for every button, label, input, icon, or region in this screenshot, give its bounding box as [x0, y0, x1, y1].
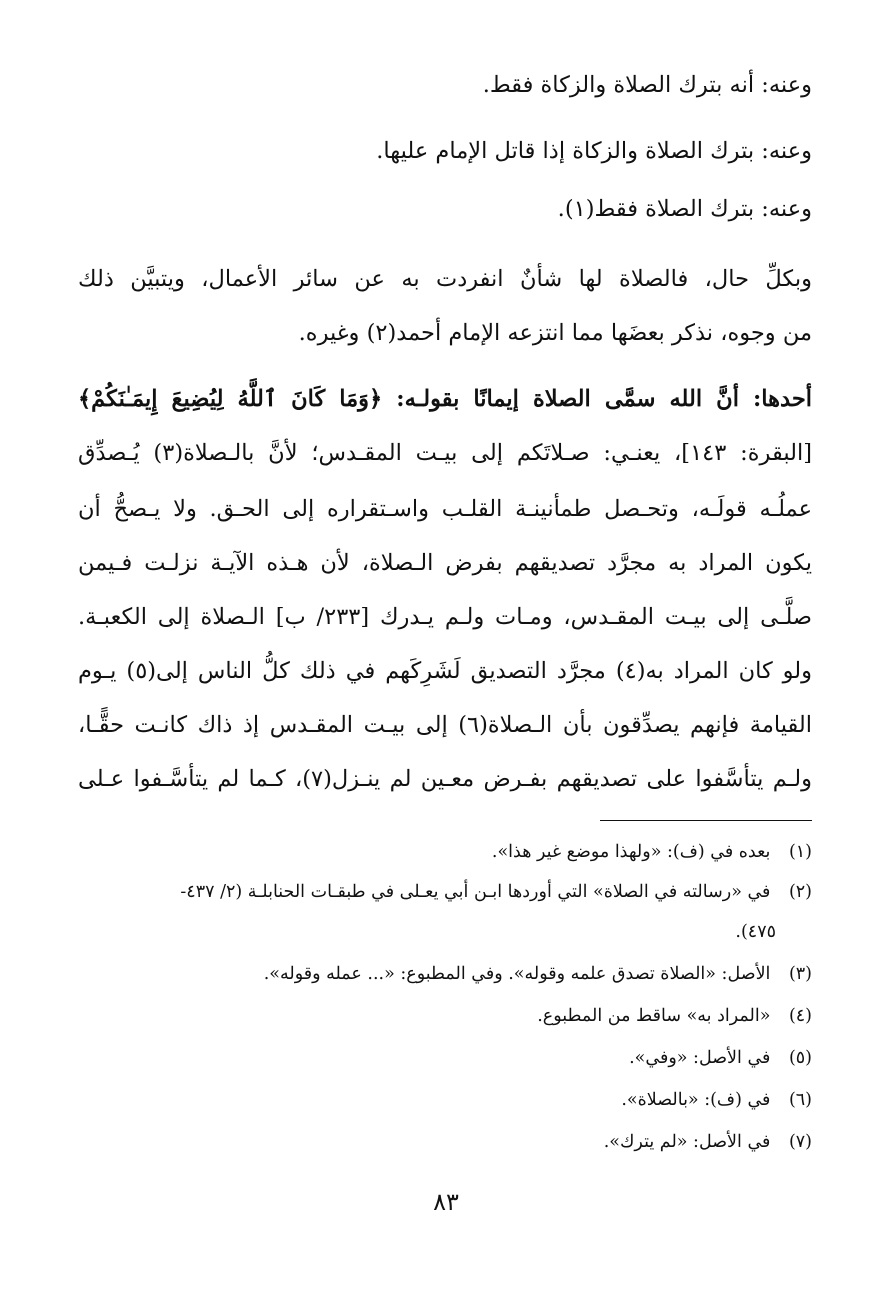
body-line-10: صلَّـى إلى بيـت المقـدس، ومـات ولـم يـدرك [٢٣٣/ ب] الـصلاة إلى الكعبـة. — [78, 604, 812, 630]
body-line-13: ولـم يتأسَّفوا على تصديقهم بفـرض معـين لم ينـزل(٧)، كـما لم يتأسَّـفوا عـلى — [78, 766, 812, 792]
footnote-2-continuation: ٤٧٥). — [735, 922, 776, 942]
body-line-8: عملُـه قولَـه، وتحـصل طمأنينـة القلـب واسـتقراره إلى الحـق. ولا يـصحُّ أن — [78, 496, 812, 522]
footnote-5 — [78, 1048, 812, 1068]
body-line-4: وبكلِّ حال، فالصلاة لها شأنٌ انفردت به عن سائر الأعمال، ويتبيَّن ذلك — [78, 266, 812, 292]
footnote-number: (٤) — [788, 1006, 812, 1026]
body-line-7: [البقرة: ١٤٣]، يعنـي: صـلاتَكم إلى بيـت المقـدس؛ لأنَّ بالـصلاة(٣) يُـصدِّق — [78, 440, 812, 466]
body-line-6: أحدها: أنَّ الله سمَّى الصلاة إيمانًا بقولـه: ﴿وَمَا كَانَ ٱللَّهُ لِيُضِيعَ إِيمَـٰنَكُمْ﴾ — [78, 386, 812, 412]
body-line-2: وعنه: بترك الصلاة والزكاة إذا قاتل الإمام عليها. — [376, 138, 812, 164]
footnote-3 — [78, 964, 812, 984]
footnote-text: في الأصل: «وفي». — [629, 1048, 771, 1068]
body-line-12: القيامة فإنهم يصدِّقون بأن الـصلاة(٦) إلى بيـت المقـدس إذ ذاك كانـت حقًّـا، — [78, 712, 813, 738]
footnote-number: (١) — [788, 842, 812, 862]
body-line-5: من وجوه، نذكر بعضَها مما انتزعه الإمام أحمد(٢) وغيره. — [298, 320, 812, 346]
footnote-7 — [78, 1132, 812, 1152]
footnote-text: الأصل: «الصلاة تصدق علمه وقوله». وفي المطبوع: «... عمله وقوله». — [263, 964, 771, 984]
footnote-number: (٥) — [788, 1048, 812, 1068]
body-line-3: وعنه: بترك الصلاة فقط(١). — [557, 196, 812, 222]
footnote-number: (٦) — [788, 1090, 812, 1110]
footnote-number: (٢) — [788, 882, 812, 902]
footnote-2 — [78, 882, 812, 902]
body-line-11: ولو كان المراد به(٤) مجرَّد التصديق لَشَرِكَهم في ذلك كلُّ الناس إلى(٥) يـوم — [78, 658, 812, 684]
footnote-number: (٣) — [788, 964, 812, 984]
footnote-1 — [78, 842, 812, 862]
footnote-text: في الأصل: «لم يترك». — [603, 1132, 771, 1152]
page-number: ٨٣ — [433, 1188, 459, 1216]
footnote-separator — [600, 820, 812, 821]
body-line-9: يكون المراد به مجرَّد تصديقهم بفرض الـصلاة، لأن هـذه الآيـة نزلـت فـيمن — [78, 550, 812, 576]
footnote-text: في (ف): «بالصلاة». — [621, 1090, 771, 1110]
footnote-text: في «رسالته في الصلاة» التي أوردها ابـن أبي يعـلى في طبقـات الحنابلـة (٢/ ٤٣٧- — [180, 882, 771, 902]
footnote-number: (٧) — [788, 1132, 812, 1152]
footnote-4 — [78, 1006, 812, 1026]
footnote-text: بعده في (ف): «ولهذا موضع غير هذا». — [491, 842, 771, 862]
body-line-1: وعنه: أنه بترك الصلاة والزكاة فقط. — [482, 72, 812, 98]
footnote-6 — [78, 1090, 812, 1110]
footnote-text: «المراد به» ساقط من المطبوع. — [537, 1006, 771, 1026]
